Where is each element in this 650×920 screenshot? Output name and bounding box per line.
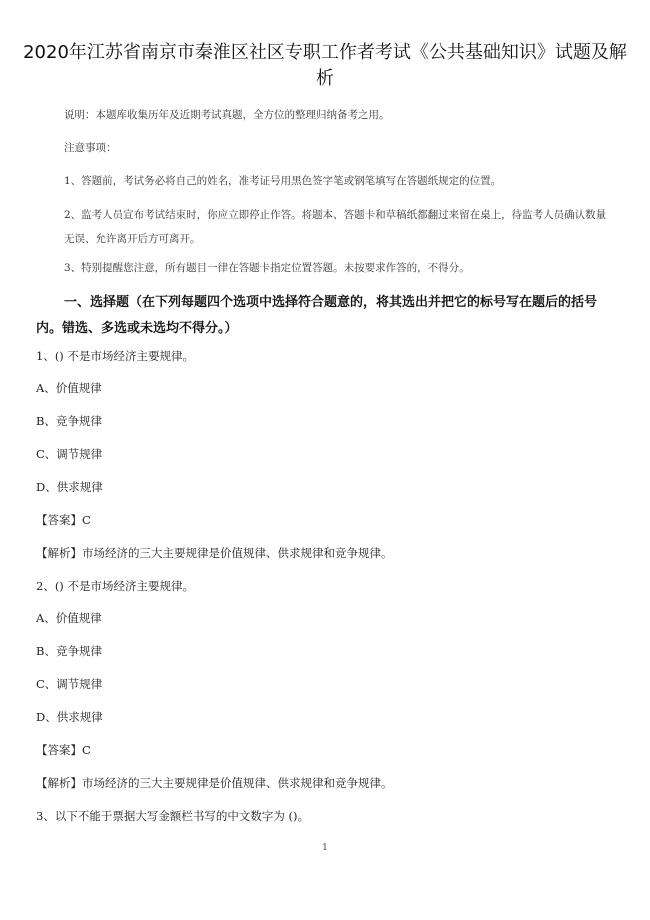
- question-1-option-d: D、供求规律: [36, 480, 103, 494]
- question-3-stem: 3、以下不能于票据大写金额栏书写的中文数字为 ()。: [36, 809, 309, 823]
- question-1-option-b: B、竞争规律: [36, 414, 102, 428]
- page-number: 1: [322, 843, 328, 853]
- question-1-option-c: C、调节规律: [36, 447, 103, 461]
- question-2-option-d: D、供求规律: [36, 710, 103, 724]
- notice-item-3: 3、特别提醒您注意，所有题目一律在答题卡指定位置答题。未按要求作答的，不得分。: [64, 262, 470, 274]
- notice-item-2: 2、监考人员宣布考试结束时，你应立即停止作答。将题本、答题卡和草稿纸都翻过来留在桌上，待监考人员确认数量无误、允许离开后方可离开。: [64, 209, 607, 245]
- question-2-option-c: C、调节规律: [36, 677, 103, 691]
- question-2-option-a: A、价值规律: [36, 611, 102, 625]
- question-1-answer: 【答案】C: [36, 513, 91, 527]
- document-title: 2020年江苏省南京市秦淮区社区专职工作者考试《公共基础知识》试题及解析: [23, 42, 627, 89]
- question-2-option-b: B、竞争规律: [36, 644, 102, 658]
- exam-description: 说明：本题库收集历年及近期考试真题，全方位的整理归纳备考之用。: [64, 109, 390, 121]
- question-2-answer: 【答案】C: [36, 743, 91, 757]
- notice-item-1: 1、答题前，考试务必将自己的姓名，准考证号用黑色签字笔或钢笔填写在答题纸规定的位置。: [64, 175, 502, 187]
- question-2-stem: 2、() 不是市场经济主要规律。: [36, 579, 194, 593]
- section-heading: 一、选择题（在下列每题四个选项中选择符合题意的，将其选出并把它的标号写在题后的括号内。错选、多选或未选均不得分。）: [36, 295, 598, 336]
- question-1-analysis: 【解析】市场经济的三大主要规律是价值规律、供求规律和竞争规律。: [36, 546, 393, 560]
- question-2-analysis: 【解析】市场经济的三大主要规律是价值规律、供求规律和竞争规律。: [36, 776, 393, 790]
- question-1-option-a: A、价值规律: [36, 381, 102, 395]
- notice-heading: 注意事项：: [64, 142, 117, 154]
- question-1-stem: 1、() 不是市场经济主要规律。: [36, 349, 194, 363]
